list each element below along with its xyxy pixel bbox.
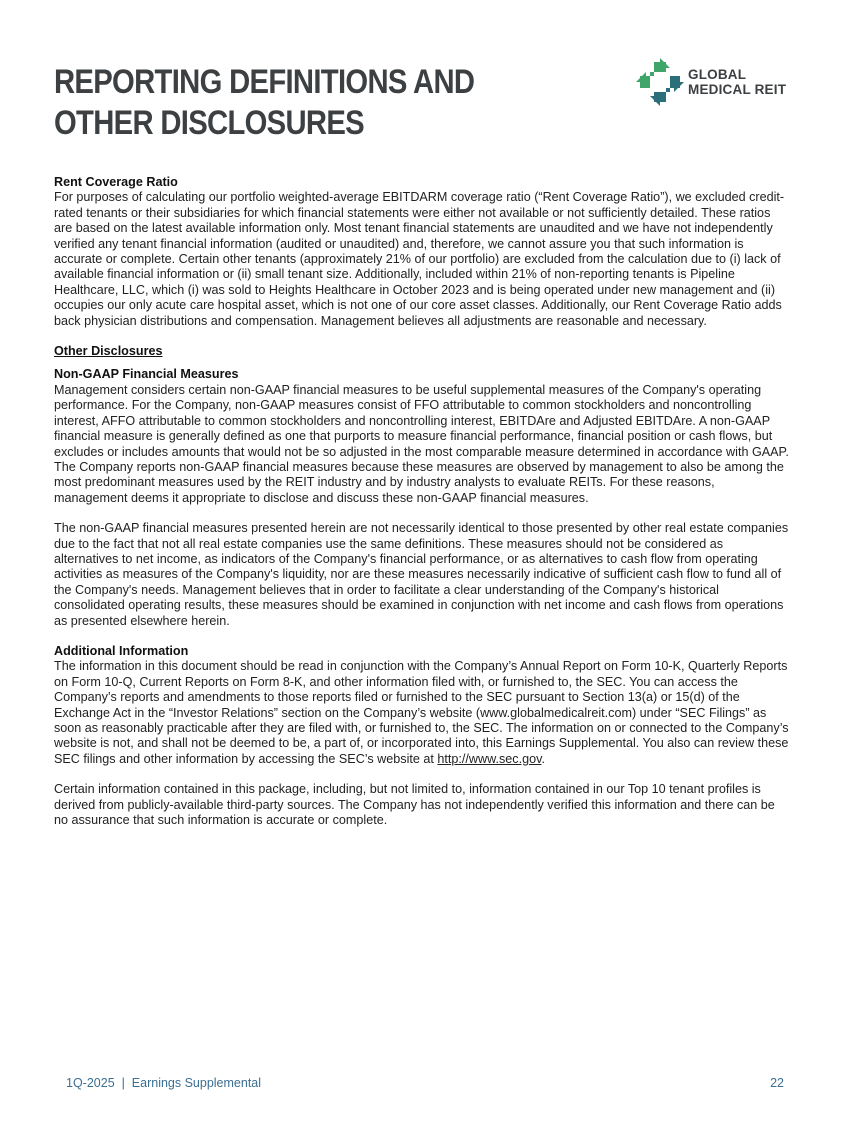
footer-report-label: 1Q-2025 | Earnings Supplemental — [66, 1076, 262, 1090]
other-disclosures-heading: Other Disclosures — [54, 344, 163, 359]
page-title-line-2: OTHER DISCLOSURES — [54, 104, 364, 142]
logo-wordmark — [688, 67, 786, 97]
logo-cross-icon — [636, 58, 684, 106]
page-title-line-1: REPORTING DEFINITIONS AND — [54, 63, 475, 101]
logo-line-1: GLOBAL — [688, 67, 747, 82]
additional-info-period: . — [541, 751, 545, 766]
additional-info-text: The information in this document should be read in conjunction with the Company’s Annual Report on Form 10-K, Quarterly Reports on Form 10-Q, Current Reports on Form 8-K, and other information filed with, or furnished to, the SEC. You can access the Company’s reports and amendments to those reports filed or furnished to the SEC pursuant to Section 13(a) or 15(d) of the Exchange Act in the “Investor Relations” section on the Company’s website (www.globalmedicalreit.com) under “SEC Filings” as soon as reasonably practicable after they are filed with, or furnished to, the SEC. The information on or connected to the Company’s website is not, and shall not be deemed to be, a part of, or incorporated into, this Earnings Supplemental. You also can review these SEC filings and other information by accessing the SEC’s website at — [54, 659, 789, 766]
additional-info-heading: Additional Information — [54, 643, 189, 658]
non-gaap-heading: Non-GAAP Financial Measures — [54, 367, 239, 382]
non-gaap-paragraph-1: Management considers certain non-GAAP financial measures to be useful supplemental measures of the Company's operating performance. For the Company, non-GAAP measures consist of FFO attributable to common stockholders and noncontrolling interest, AFFO attributable to common stockholders and noncontrolling interest, EBITDAre and Adjusted EBITDAre. A non-GAAP financial measure is generally defined as one that purports to measure financial performance, financial position or cash flows, but excludes or includes amounts that would not be so adjusted in the most comparable measure determined in accordance with GAAP. The Company reports non-GAAP financial measures because these measures are observed by management to also be among the most predominant measures used by the REIT industry and by industry analysts to evaluate REITs. For these reasons, management deems it appropriate to disclose and discuss these non-GAAP financial measures. — [54, 382, 789, 505]
additional-info-paragraph-2: Certain information contained in this package, including, but not limited to, information contained in our Top 10 tenant profiles is derived from publicly-available third-party sources. The Company has not independently verified this information and there can be no assurance that such information is accurate or complete. — [54, 782, 775, 828]
non-gaap-paragraph-2: The non-GAAP financial measures presented herein are not necessarily identical to those presented by other real estate companies due to the fact that not all real estate companies use the same definitions. These measures should not be considered as alternatives to net income, as indicators of the Company's financial performance, or as alternatives to cash flow from operating activities as measures of the Company's liquidity, nor are these measures necessarily indicative of sufficient cash flow to fund all of the Company's needs. Management believes that in order to facilitate a clear understanding of the Company's historical consolidated operating results, these measures should be examined in conjunction with net income and cash flows from operations as presented elsewhere herein. — [54, 521, 789, 628]
additional-info-paragraph-1 — [54, 659, 789, 767]
rent-coverage-body: For purposes of calculating our portfolio weighted-average EBITDARM coverage ratio (“Rent Coverage Ratio”), we excluded credit-rated tenants or their subsidiaries for which financial statements were either not available or not sufficiently detailed. These ratios are based on the latest available information only. Most tenant financial statements are unaudited and we have not independently verified any tenant financial information (audited or unaudited) and, therefore, we cannot assure you that such information is accurate or complete. Certain other tenants (approximately 21% of our portfolio) are excluded from the calculation due to (i) lack of available financial information or (ii) small tenant size. Additionally, included within 21% of non-reporting tenants is Pipeline Healthcare, LLC, which (i) was sold to Heights Healthcare in October 2023 and is being operated under new management and (ii) occupies our only acute care hospital asset, which is not one of our core asset classes. Additionally, our Rent Coverage Ratio adds back physician distributions and compensation. Management believes all adjustments are reasonable and necessary. — [54, 190, 785, 328]
footer-page-number: 22 — [770, 1076, 784, 1090]
global-medical-reit-logo — [636, 58, 796, 108]
sec-website-link[interactable]: http://www.sec.gov — [437, 751, 542, 766]
page-title — [54, 62, 474, 144]
rent-coverage-heading: Rent Coverage Ratio — [54, 175, 178, 189]
disclosure-content — [54, 175, 789, 828]
logo-line-2: MEDICAL REIT — [688, 82, 787, 97]
